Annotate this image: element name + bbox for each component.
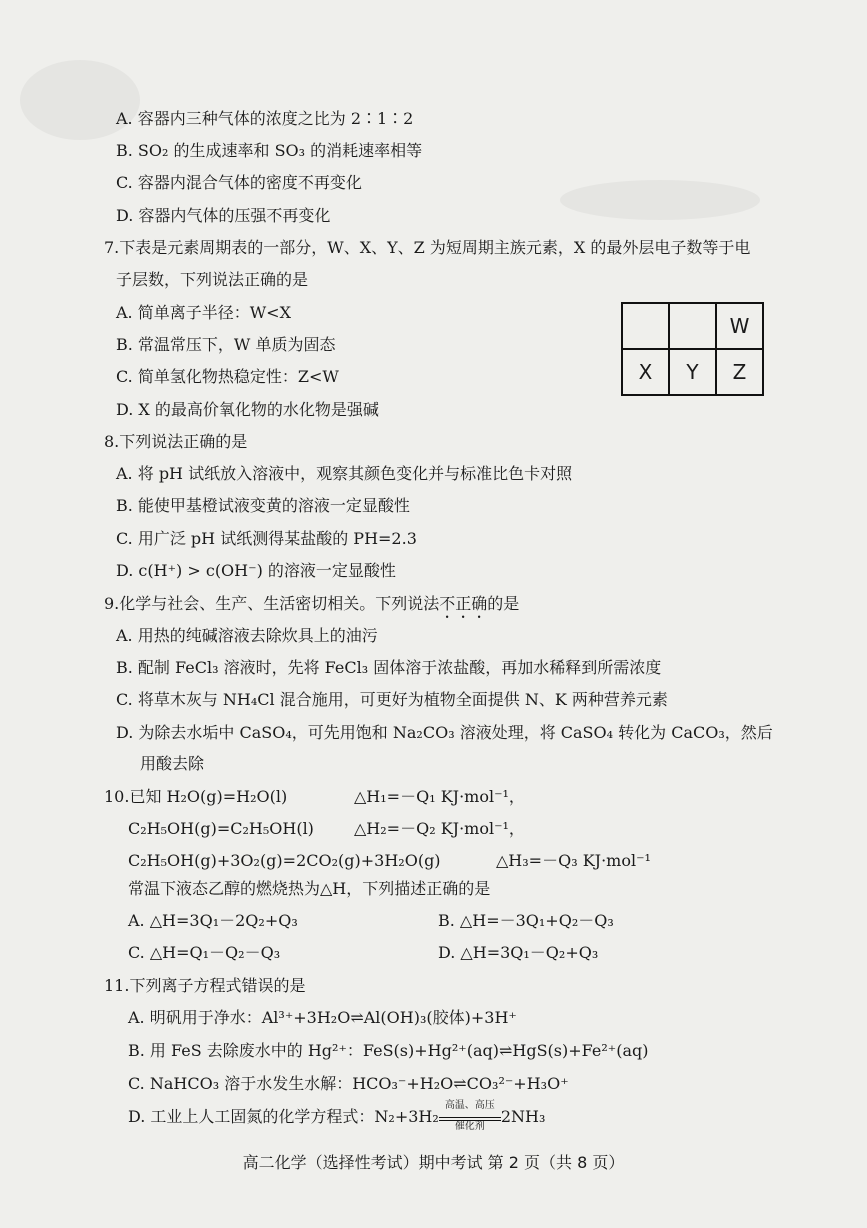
q8-option-d: D. c(H⁺) > c(OH⁻) 的溶液一定显酸性 [116,561,396,580]
q7-option-c: C. 简单氢化物热稳定性：Z<W [116,367,339,386]
q10-dh1: △H₁=－Q₁ KJ·mol⁻¹， [354,787,525,806]
q9-stem-emphasis: 不正确 [439,594,488,613]
q10-option-c: C. △H=Q₁－Q₂－Q₃ [128,943,281,962]
q9-stem [104,593,519,622]
q7-option-d: D. X 的最高价氧化物的水化物是强碱 [116,400,379,419]
q11-option-d-left: D. 工业上人工固氮的化学方程式：N₂+3H₂ [128,1107,439,1126]
q7-stem-line2: 子层数，下列说法正确的是 [116,270,309,289]
q9-stem-b: 的是 [487,594,520,613]
q6-option-d: D. 容器内气体的压强不再变化 [116,206,331,225]
q9-option-c: C. 将草木灰与 NH₄Cl 混合施用，可更好为植物全面提供 N、K 两种营养元素 [116,690,668,709]
q9-stem-a: 9.化学与社会、生产、生活密切相关。下列说法 [104,594,440,613]
q10-option-b: B. △H=－3Q₁+Q₂－Q₃ [438,911,614,930]
q11-option-d-right: 2NH₃ [500,1107,546,1126]
q10-stem: 常温下液态乙醇的燃烧热为△H，下列描述正确的是 [128,879,491,898]
condition-bottom: 催化剂 [454,1120,485,1132]
scan-shadow [560,180,760,220]
q9-option-a: A. 用热的纯碱溶液去除炊具上的油污 [116,626,378,645]
q9-option-d-cont: 用酸去除 [140,754,205,773]
equal-bar-top [439,1117,501,1118]
q10-dh3: △H₃=－Q₃ KJ·mol⁻¹ [496,851,651,870]
cell-y: Y [669,349,716,395]
cell-empty [622,303,669,349]
reaction-condition-arrow [439,1099,501,1132]
q8-option-b: B. 能使甲基橙试液变黄的溶液一定显酸性 [116,496,410,515]
q10-option-d: D. △H=3Q₁－Q₂+Q₃ [438,943,599,962]
page-footer: 高二化学（选择性考试）期中考试 第 2 页（共 8 页） [242,1153,625,1172]
q11-option-a: A. 明矾用于净水：Al³⁺+3H₂O⇌Al(OH)₃(胶体)+3H⁺ [128,1008,517,1027]
q10-option-a: A. △H=3Q₁－2Q₂+Q₃ [128,911,298,930]
periodic-table-fragment [621,302,764,396]
q11-option-d [128,1099,546,1132]
q6-option-b: B. SO₂ 的生成速率和 SO₃ 的消耗速率相等 [116,141,423,160]
q9-option-b: B. 配制 FeCl₃ 溶液时，先将 FeCl₃ 固体溶于浓盐酸，再加水稀释到所需浓度 [116,658,662,677]
cell-z: Z [716,349,763,395]
q7-stem-line1: 7.下表是元素周期表的一部分，W、X、Y、Z 为短周期主族元素，X 的最外层电子数等于电 [104,238,751,257]
q11-option-c: C. NaHCO₃ 溶于水发生水解：HCO₃⁻+H₂O⇌CO₃²⁻+H₃O⁺ [128,1074,569,1093]
q10-eq2: C₂H₅OH(g)=C₂H₅OH(l) [128,819,314,838]
q7-option-b: B. 常温常压下，W 单质为固态 [116,335,336,354]
q8-stem: 8.下列说法正确的是 [104,432,248,451]
q11-option-b: B. 用 FeS 去除废水中的 Hg²⁺：FeS(s)+Hg²⁺(aq)⇌HgS(s)+Fe²⁺(aq) [128,1041,649,1060]
q6-option-a: A. 容器内三种气体的浓度之比为 2∶1∶2 [116,109,414,128]
q9-option-d: D. 为除去水垢中 CaSO₄，可先用饱和 Na₂CO₃ 溶液处理，将 CaSO₄ 转化为 CaCO₃，然后 [116,723,773,742]
q7-option-a: A. 简单离子半径：W<X [116,303,291,322]
cell-x: X [622,349,669,395]
q6-option-c: C. 容器内混合气体的密度不再变化 [116,173,362,192]
q10-dh2: △H₂=－Q₂ KJ·mol⁻¹， [354,819,525,838]
cell-empty [669,303,716,349]
q10-eq1: 10.已知 H₂O(g)=H₂O(l) [104,787,288,806]
q8-option-a: A. 将 pH 试纸放入溶液中，观察其颜色变化并与标准比色卡对照 [116,464,573,483]
condition-top: 高温、高压 [444,1099,495,1111]
cell-w: W [716,303,763,349]
q10-eq3: C₂H₅OH(g)+3O₂(g)=2CO₂(g)+3H₂O(g) [128,851,441,870]
q8-option-c: C. 用广泛 pH 试纸测得某盐酸的 PH=2.3 [116,529,417,548]
q11-stem: 11.下列离子方程式错误的是 [104,976,306,995]
